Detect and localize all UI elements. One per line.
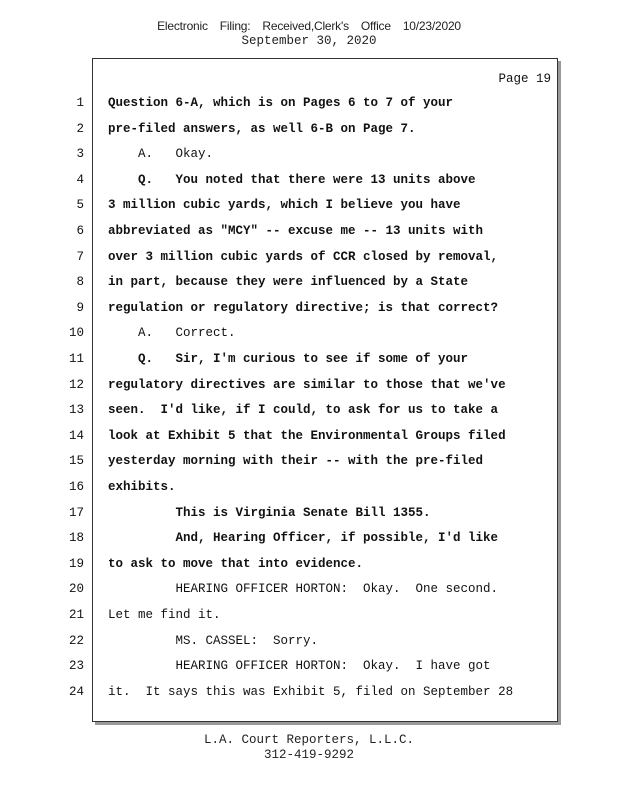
line-number: 10 [68,326,84,340]
line-number: 23 [68,659,84,673]
line-number: 4 [76,173,84,187]
electronic-filing-stamp [0,19,618,33]
line-number: 18 [68,531,84,545]
line-number: 20 [68,582,84,596]
transcript-line-text: over 3 million cubic yards of CCR closed by removal, [108,250,499,264]
reporter-company: L.A. Court Reporters, L.L.C. [203,733,415,747]
reporter-phone: 312-419-9292 [263,748,354,762]
line-number: 15 [68,454,84,468]
transcript-line-text: to ask to move that into evidence. [108,557,364,571]
transcript-line-text: seen. I'd like, if I could, to ask for us to take a [108,403,499,417]
line-number: 16 [68,480,84,494]
transcript-line-text: A. Correct. [108,326,236,340]
line-number: 21 [68,608,84,622]
transcript-line-text: Q. You noted that there were 13 units above [108,173,476,187]
line-number: 2 [76,122,84,136]
transcript-line-text: 3 million cubic yards, which I believe you have [108,198,461,212]
line-number: 7 [76,250,84,264]
transcript-line-text: This is Virginia Senate Bill 1355. [108,506,431,520]
line-number: 5 [76,198,84,212]
transcript-line-text: HEARING OFFICER HORTON: Okay. One second. [108,582,499,596]
transcript-line-text: HEARING OFFICER HORTON: Okay. I have got [108,659,491,673]
transcript-line-text: And, Hearing Officer, if possible, I'd like [108,531,499,545]
line-number: 3 [76,147,84,161]
line-number: 8 [76,275,84,289]
transcript-line-text: MS. CASSEL: Sorry. [108,634,319,648]
filing-date: 10/23/2020 [402,19,461,33]
transcript-line-text: Q. Sir, I'm curious to see if some of your [108,352,469,366]
transcript-line-text: exhibits. [108,480,176,494]
filing-word-received: Received,Clerk's [262,19,349,33]
filing-word-electronic: Electronic [157,19,208,33]
line-number: 19 [68,557,84,571]
line-number: 14 [68,429,84,443]
line-number: 6 [76,224,84,238]
line-number: 11 [68,352,84,366]
transcript-line-text: in part, because they were influenced by a State [108,275,469,289]
transcript-line-text: abbreviated as "MCY" -- excuse me -- 13 units with [108,224,484,238]
transcript-line-text: Let me find it. [108,608,221,622]
transcript-line-text: regulatory directives are similar to those that we've [108,378,506,392]
line-number: 24 [68,685,84,699]
line-number: 22 [68,634,84,648]
line-number: 1 [76,96,84,110]
transcript-line-text: regulation or regulatory directive; is that correct? [108,301,499,315]
transcript-date: September 30, 2020 [241,34,377,48]
transcript-line-text: pre-filed answers, as well 6-B on Page 7. [108,122,416,136]
transcript-line-text: A. Okay. [108,147,214,161]
transcript-line-text: it. It says this was Exhibit 5, filed on September 28 [108,685,514,699]
line-number: 13 [68,403,84,417]
line-number: 12 [68,378,84,392]
line-number: 17 [68,506,84,520]
transcript-line-text: look at Exhibit 5 that the Environmental Groups filed [108,429,506,443]
page-number: Page 19 [498,72,551,86]
transcript-line-text: yesterday morning with their -- with the pre-filed [108,454,484,468]
line-number: 9 [76,301,84,315]
filing-word-office: Office [360,19,391,33]
filing-word-filing: Filing: [219,19,251,33]
transcript-line-text: Question 6-A, which is on Pages 6 to 7 of your [108,96,454,110]
